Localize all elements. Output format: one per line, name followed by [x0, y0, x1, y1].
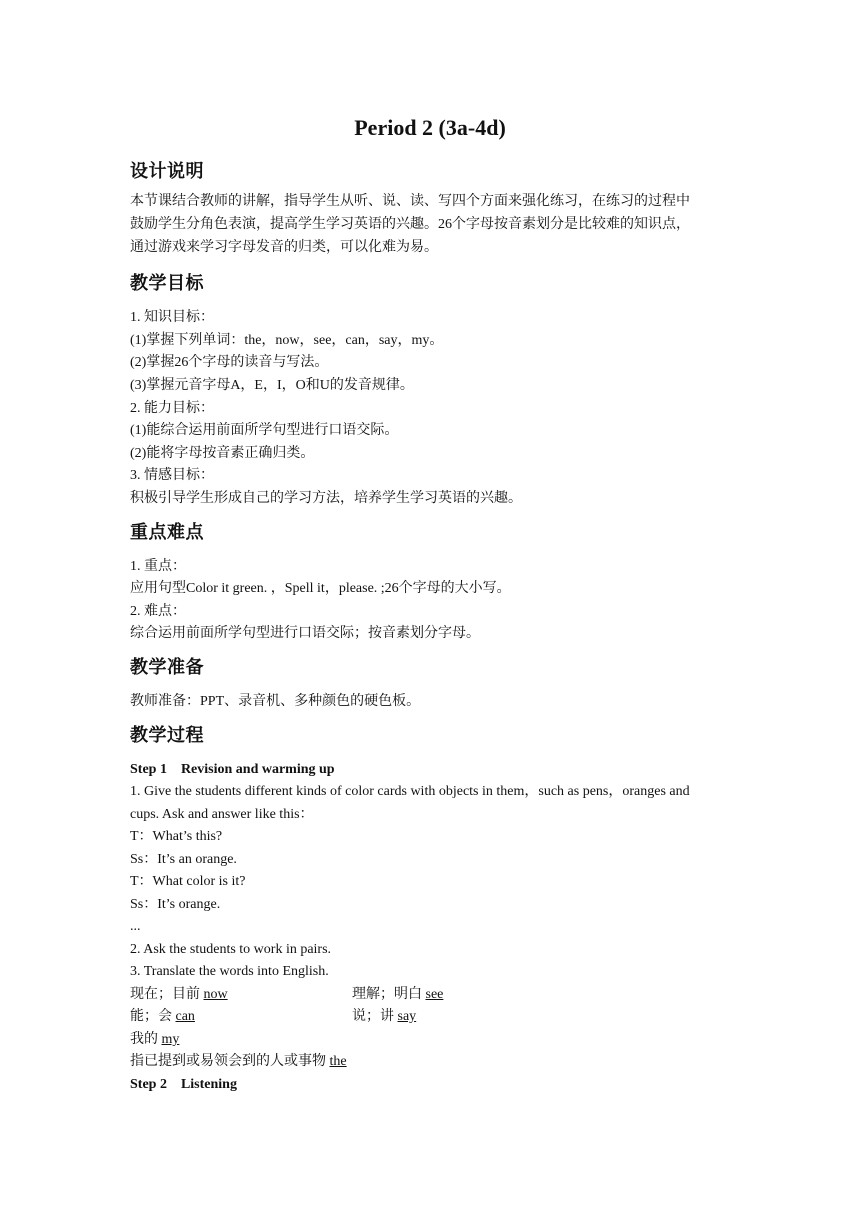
process-item-1-line-2: cups. Ask and answer like this： — [130, 807, 314, 822]
objectives-heading: 教学目标 — [130, 273, 204, 294]
translation-item — [130, 1007, 195, 1027]
objective-line: (3)掌握元音字母A，E，I，O和U的发音规律。 — [130, 378, 414, 393]
translation-en: my — [161, 1032, 180, 1047]
dialog-line: T：What’s this? — [130, 829, 223, 844]
dialog-line: Ss：It’s an orange. — [130, 852, 237, 867]
process-heading: 教学过程 — [130, 725, 204, 746]
preparation-heading: 教学准备 — [130, 657, 204, 678]
process-item-3: 3. Translate the words into English. — [130, 964, 329, 979]
objective-line: 2. 能力目标： — [130, 401, 214, 416]
translation-cn: 能；会 — [130, 1009, 176, 1024]
translation-cn: 指已提到或易领会到的人或事物 — [130, 1054, 330, 1069]
translation-en: say — [397, 1009, 417, 1024]
translation-cn: 现在；目前 — [130, 987, 204, 1002]
translation-en: the — [329, 1054, 347, 1069]
design-line-1: 本节课结合教师的讲解，指导学生从听、说、读、写四个方面来强化练习，在练习的过程中 — [130, 194, 690, 209]
key-point-line: 1. 重点： — [130, 559, 186, 574]
dialog-line: T：What color is it? — [130, 874, 246, 889]
key-point-line: 2. 难点： — [130, 604, 186, 619]
translation-en: see — [425, 987, 444, 1002]
process-item-1-line-1: 1. Give the students different kinds of color cards with objects in them，such as pens，oranges and — [130, 784, 690, 799]
design-line-3: 通过游戏来学习字母发音的归类，可以化难为易。 — [130, 240, 438, 255]
dialog-line: Ss：It’s orange. — [130, 897, 221, 912]
translation-cn: 说；讲 — [352, 1009, 398, 1024]
page-title: Period 2 (3a-4d) — [354, 115, 506, 140]
process-item-2: 2. Ask the students to work in pairs. — [130, 942, 332, 957]
translation-cn: 我的 — [130, 1032, 162, 1047]
translation-item — [352, 985, 443, 1005]
objective-line: 3. 情感目标： — [130, 468, 214, 483]
translation-item — [130, 985, 228, 1005]
key-points-heading: 重点难点 — [130, 522, 204, 543]
objective-line: (2)掌握26个字母的读音与写法。 — [130, 355, 329, 370]
objective-line: (1)掌握下列单词：the，now，see，can，say，my。 — [130, 333, 444, 348]
translation-en: now — [203, 987, 228, 1002]
dialog-line: ... — [130, 919, 141, 934]
design-line-2: 鼓励学生分角色表演，提高学生学习英语的兴趣。26个字母按音素划分是比较难的知识点， — [130, 217, 690, 232]
key-point-line: 应用句型Color it green. ，Spell it，please. ;26个字母的大小写。 — [130, 581, 511, 596]
objective-line: 1. 知识目标： — [130, 310, 214, 325]
translation-en: can — [175, 1009, 195, 1024]
translation-cn: 理解；明白 — [352, 987, 426, 1002]
objective-line: (1)能综合运用前面所学句型进行口语交际。 — [130, 423, 399, 438]
step-2-heading: Step 2 Listening — [130, 1077, 237, 1092]
key-point-line: 综合运用前面所学句型进行口语交际；按音素划分字母。 — [130, 626, 480, 641]
step-1-heading: Step 1 Revision and warming up — [130, 762, 335, 777]
translation-item — [352, 1007, 416, 1027]
translation-item — [130, 1052, 347, 1072]
design-heading: 设计说明 — [130, 161, 204, 182]
objective-line: (2)能将字母按音素正确归类。 — [130, 446, 315, 461]
translation-item — [130, 1030, 179, 1050]
objective-line: 积极引导学生形成自己的学习方法，培养学生学习英语的兴趣。 — [130, 491, 522, 506]
preparation-text: 教师准备：PPT、录音机、多种颜色的硬色板。 — [130, 694, 421, 709]
